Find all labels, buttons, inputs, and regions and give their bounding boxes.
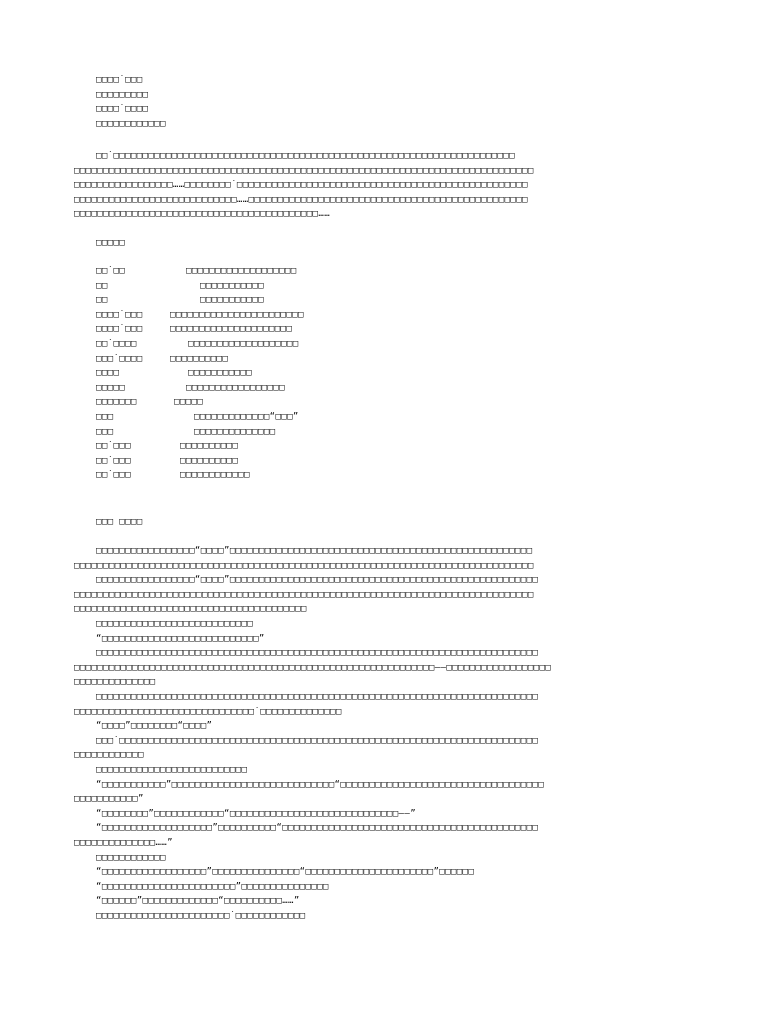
intro-line-1: □□˙□□□□□□□□□□□□□□□□□□□□□□□□□□□□□□□□□□□□□□□□□□□□□□□□□□□□□□□□□□□□□□□□□□□□□ bbox=[96, 151, 515, 161]
section1-row-value: □□□□□□□□□□ bbox=[180, 455, 239, 466]
section1-row-value: □□□□□□□□□□□□□□□□□□□ bbox=[186, 266, 297, 276]
section2-line: □□□□□□□□□□□□□□□□□□□□□□□□□□ bbox=[96, 765, 248, 775]
section2-line: “□□□□”□□□□□□□□“□□□□” bbox=[96, 721, 213, 732]
section1-row-value: □□□□□□□□□□□□□“□□□” bbox=[194, 412, 299, 422]
section2-line: □□□□□□□□□□□□□□□□□□□□□□□□□□□□□□□□□□□□□□□□□□□□□□□□□□□□□□□□□□□□□□□□□□□□□□□□□□□□ bbox=[96, 648, 539, 659]
section2-line: □□□□□□□□□□□□□□□□□□□□□□□□□□□□□□□□□□□□□□□□□□□□□□□□□□□□□□□□□□□□□□□□□□□□□□□□□□□□□□□ bbox=[74, 560, 534, 571]
section2-line: □□□□□□□□□□□□□□□□□□□□□□□□□□□ bbox=[96, 619, 254, 629]
section2-line: □□□□□□□□□□□□□□□□□□□□□□□□□□□□□□□˙□□□□□□□□□□□□□□ bbox=[74, 706, 342, 717]
section2-line: □□□□□□□□□□□□□□□□□“□□□□”□□□□□□□□□□□□□□□□□□□□□□□□□□□□□□□□□□□□□□□□□□□□□□□□□□□□ bbox=[96, 546, 533, 556]
section2-line: □□□˙□□□□□□□□□□□□□□□□□□□□□□□□□□□□□□□□□□□□□□□□□□□□□□□□□□□□□□□□□□□□□□□□□□□□□□□□ bbox=[96, 735, 539, 746]
section1-row-key: □□˙□□□ bbox=[96, 470, 131, 481]
section1-row-value: □□□□□□□□□□ bbox=[170, 353, 229, 364]
section1-row-key: □□˙□□□ bbox=[96, 441, 131, 452]
section1-row-value: □□□□□□□□□□□□□□□□□□□□□ bbox=[170, 324, 293, 335]
section1-title: □□□□□ bbox=[96, 238, 126, 248]
section1-row-key: □□˙□□□ bbox=[96, 455, 131, 466]
section1-row-key: □□˙□□ bbox=[96, 266, 126, 276]
header-line-2: □□□□□□□□□ bbox=[96, 90, 149, 100]
section1-row-value: □□□□□□□□□□□□□□ bbox=[194, 426, 276, 437]
section2-line: □□□□□□□□□□□□□□……” bbox=[74, 838, 173, 848]
section2-line: “□□□□□□□□□□□□□□□□□□□□□□□”□□□□□□□□□□□□□□□ bbox=[96, 881, 329, 892]
section2-line: □□□□□□□□□□□□□□□□□□□□□□□□□□□□□□□□□□□□□□□□□□□□□□□□□□□□□□□□□□□□□□□□□□□□□□□□□□□□□□□ bbox=[74, 589, 534, 600]
section1-row-key: □□ bbox=[96, 280, 108, 291]
section1-row-key: □□□□□ bbox=[96, 382, 126, 393]
section1-row-value: □□□□□□□□□□□□ bbox=[180, 470, 250, 481]
section2-line: “□□□□□□□□□□□□□□□□□□□”□□□□□□□□□□“□□□□□□□□□□□□□□□□□□□□□□□□□□□□□□□□□□□□□□□□□□□□ bbox=[96, 823, 539, 834]
section2-line: □□□□□□□□□□□□□□□□□“□□□□”□□□□□□□□□□□□□□□□□□□□□□□□□□□□□□□□□□□□□□□□□□□□□□□□□□□□□ bbox=[96, 575, 539, 586]
section1-row-key: □□□□˙□□□ bbox=[96, 324, 143, 335]
header-line-3: □□□□˙□□□□ bbox=[96, 104, 149, 114]
section2-line: “□□□□□□□□”□□□□□□□□□□□□“□□□□□□□□□□□□□□□□□□□□□□□□□□□□□——” bbox=[96, 808, 417, 819]
section2-line: “□□□□□□□□□□□□□□□□□□□□□□□□□□□” bbox=[96, 633, 265, 644]
section2-line: □□□□□□□□□□□□□□□□□□□□□□□□□□□□□□□□□□□□□□□□□□□□□□□□□□□□□□□□□□□□□□——□□□□□□□□□□□□□□□□□□ bbox=[74, 662, 552, 673]
section1-row-key: □□˙□□□□ bbox=[96, 339, 137, 349]
intro-line-2: □□□□□□□□□□□□□□□□□□□□□□□□□□□□□□□□□□□□□□□□□□□□□□□□□□□□□□□□□□□□□□□□□□□□□□□□□□□□□□□ bbox=[74, 166, 534, 176]
section2-line: “□□□□□□□□□□□□□□□□□□”□□□□□□□□□□□□□□□“□□□□□□□□□□□□□□□□□□□□□□”□□□□□□ bbox=[96, 867, 475, 878]
section1-row-value: □□□□□ bbox=[174, 397, 204, 408]
section1-row-value: □□□□□□□□□□□ bbox=[200, 280, 265, 291]
intro-line-5: □□□□□□□□□□□□□□□□□□□□□□□□□□□□□□□□□□□□□□□□□□…… bbox=[74, 209, 331, 219]
section2-line: □□□□□□□□□□□□ bbox=[96, 852, 166, 863]
section1-row-key: □□□□˙□□□ bbox=[96, 309, 143, 320]
section1-row-value: □□□□□□□□□□□ bbox=[200, 295, 265, 306]
section1-row-value: □□□□□□□□□□□□□□□□□ bbox=[186, 382, 285, 393]
section1-row-key: □□ bbox=[96, 295, 108, 306]
section1-row-key: □□□˙□□□□ bbox=[96, 353, 143, 364]
intro-line-3: □□□□□□□□□□□□□□□□□……□□□□□□□□˙□□□□□□□□□□□□□□□□□□□□□□□□□□□□□□□□□□□□□□□□□□□□□□□□□□ bbox=[74, 180, 528, 190]
section1-row-value: □□□□□□□□□□ bbox=[180, 441, 239, 452]
section1-row-value: □□□□□□□□□□□□□□□□□□□ bbox=[188, 339, 299, 349]
header-line-4: □□□□□□□□□□□□ bbox=[96, 119, 166, 129]
header-line-1: □□□□˙□□□ bbox=[96, 75, 143, 85]
section2-line: □□□□□□□□□□□” bbox=[74, 794, 144, 805]
section2-line: “□□□□□□□□□□□”□□□□□□□□□□□□□□□□□□□□□□□□□□□□“□□□□□□□□□□□□□□□□□□□□□□□□□□□□□□□□□□□ bbox=[96, 779, 545, 790]
section2-line: □□□□□□□□□□□□ bbox=[74, 750, 144, 761]
section2-line: □□□□□□□□□□□□□□□□□□□□□□□˙□□□□□□□□□□□□ bbox=[96, 911, 306, 921]
section2-title: □□□ □□□□ bbox=[96, 517, 143, 527]
section1-row-value: □□□□□□□□□□□□□□□□□□□□□□□ bbox=[170, 309, 304, 320]
section1-row-key: □□□ bbox=[96, 412, 114, 422]
section1-row-key: □□□□ bbox=[96, 368, 120, 379]
section2-line: □□□□□□□□□□□□□□ bbox=[74, 677, 156, 688]
section2-line: □□□□□□□□□□□□□□□□□□□□□□□□□□□□□□□□□□□□□□□□□□□□□□□□□□□□□□□□□□□□□□□□□□□□□□□□□□□□ bbox=[96, 692, 539, 702]
section1-row-key: □□□□□□□ bbox=[96, 397, 137, 408]
section2-line: □□□□□□□□□□□□□□□□□□□□□□□□□□□□□□□□□□□□□□□□ bbox=[74, 604, 307, 615]
section1-row-key: □□□ bbox=[96, 426, 114, 437]
intro-line-4: □□□□□□□□□□□□□□□□□□□□□□□□□□□□……□□□□□□□□□□□□□□□□□□□□□□□□□□□□□□□□□□□□□□□□□□□□□□□□ bbox=[74, 195, 528, 205]
section1-row-value: □□□□□□□□□□□ bbox=[188, 368, 253, 379]
section2-line: “□□□□□□”□□□□□□□□□□□□□“□□□□□□□□□□……” bbox=[96, 896, 300, 907]
